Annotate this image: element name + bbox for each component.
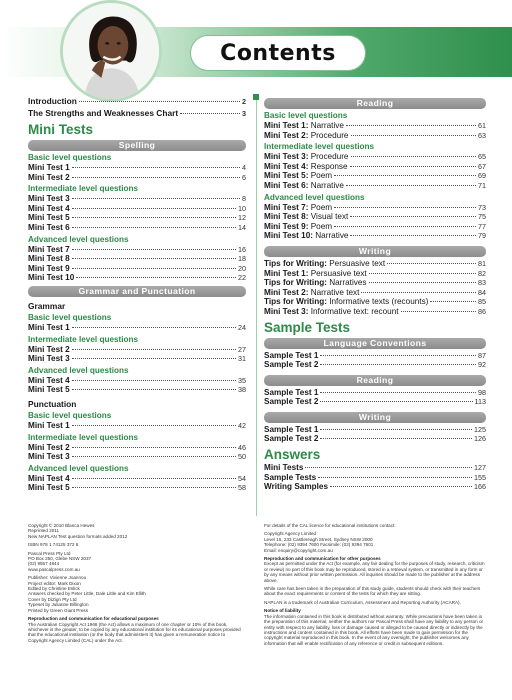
- leader-dots: [72, 447, 236, 448]
- toc-entry-page: 63: [478, 130, 486, 140]
- toc-entry[interactable]: [28, 376, 246, 386]
- toc-entry-topic: Poem: [308, 202, 333, 212]
- toc-entry[interactable]: [264, 181, 486, 191]
- toc-entry-page: 85: [478, 297, 486, 307]
- section-bar-grammar-punctuation: Grammar and Punctuation: [28, 286, 246, 297]
- sample-writing-section: [264, 425, 486, 444]
- toc-entry-page: 2: [242, 97, 246, 106]
- right-column: [264, 96, 486, 492]
- leader-dots: [72, 258, 236, 259]
- toc-entry-label: Sample Test 1: [264, 387, 319, 397]
- footer-credits: Publisher: Vivienne Joannou Project editor: Mark Dixon Edited by Christine Eslick Answers checked by Peter Little, Dale Little and Kim Ellith Cover by DiZign Pty Ltd Typeset by Julianne Billington Printed by Green Giant Press: [28, 575, 146, 613]
- answers-section: [264, 463, 486, 492]
- toc-entry-page: 22: [238, 273, 246, 283]
- toc-entry-topic: Response: [308, 161, 348, 171]
- toc-entry-test: Mini Test 1:: [264, 121, 309, 130]
- toc-entry-label: The Strengths and Weaknesses Chart: [28, 107, 179, 118]
- toc-entry-topic: Procedure: [308, 130, 349, 140]
- toc-entry-topic: Narrative: [308, 180, 344, 190]
- toc-entry-test: Tips for Writing:: [264, 278, 327, 288]
- toc-entry[interactable]: [264, 360, 486, 370]
- toc-entry-label: [264, 307, 399, 317]
- toc-entry-test: Tips for Writing:: [264, 258, 327, 268]
- toc-entry-test: Mini Test 3:: [264, 306, 309, 316]
- leader-dots: [350, 216, 476, 217]
- footer-liability-heading: Notice of liability: [264, 608, 301, 614]
- toc-entry-label: [264, 231, 348, 241]
- toc-entry[interactable]: [28, 483, 246, 493]
- toc-entry-label: Mini Test 3: [28, 354, 70, 364]
- punctuation-section: [28, 411, 246, 493]
- toc-entry-test: Mini Test 8:: [264, 212, 309, 222]
- toc-entry-test: Mini Test 5:: [264, 171, 309, 181]
- toc-entry-label: Sample Test 2: [264, 360, 319, 370]
- toc-entry-page: 71: [478, 180, 486, 190]
- toc-entry-page: 38: [238, 385, 246, 395]
- column-divider: [256, 96, 257, 516]
- toc-entry-label: [264, 181, 344, 191]
- student-photo-illustration: [63, 3, 159, 99]
- grammar-heading: Grammar: [28, 300, 66, 311]
- toc-entry[interactable]: [264, 171, 486, 181]
- toc-entry-topic: Visual text: [308, 212, 349, 222]
- toc-entry-page: 3: [242, 108, 246, 118]
- toc-entry-label: Mini Test 6: [28, 222, 70, 232]
- toc-entry[interactable]: [28, 163, 246, 173]
- footer-imprint: [28, 523, 246, 646]
- leader-dots: [350, 166, 476, 167]
- toc-entry[interactable]: [28, 421, 246, 431]
- leader-dots: [72, 249, 236, 250]
- toc-entry-label: [264, 288, 359, 298]
- toc-entry[interactable]: [28, 345, 246, 355]
- toc-entry[interactable]: [28, 173, 246, 183]
- leader-dots: [76, 277, 236, 278]
- answers-heading: Answers: [264, 447, 321, 463]
- leader-dots: [351, 156, 477, 157]
- student-photo: [60, 0, 162, 102]
- toc-entry[interactable]: [264, 278, 486, 288]
- toc-entry-label: Sample Test 1: [264, 350, 319, 360]
- toc-entry-label: Sample Test 2: [264, 434, 319, 444]
- footer-notice: The Australian Copyright Act 1968 (the Act) allows a maximum of one chapter or 10% of this book, whichever is the greater, to be copied by any educational institution for its educational purposes provided that the educational institution (or the body that administers it) has given a remuneration notice to Copyright Agency Limited (CAL) under the Act.: [28, 621, 241, 643]
- leader-dots: [72, 349, 236, 350]
- footer-copyright: Copyright © 2010 Blanca Hewes Reprinted 2011 New NAPLAN Test question formats added 2012: [28, 523, 128, 539]
- toc-entry-label: Mini Test 1: [28, 420, 70, 430]
- toc-entry-label: Mini Test 2: [28, 344, 70, 354]
- footer-notice-heading: Reproduction and communication for educational purposes: [28, 616, 159, 622]
- toc-entry-page: 20: [238, 263, 246, 273]
- toc-entry-page: 84: [478, 287, 486, 297]
- toc-entry[interactable]: [264, 307, 486, 317]
- sample-reading-section: [264, 388, 486, 407]
- toc-entry[interactable]: [28, 204, 246, 214]
- toc-entry[interactable]: [28, 254, 246, 264]
- toc-entry[interactable]: [264, 259, 486, 269]
- toc-entry-page: 75: [478, 212, 486, 222]
- toc-entry-page: 4: [242, 163, 246, 172]
- leader-dots: [318, 477, 472, 478]
- punctuation-heading: Punctuation: [28, 398, 77, 409]
- leader-dots: [180, 113, 240, 114]
- footer-other-body-2: While care has been taken in the preparation of this study guide, students should check with their teachers about the exact requirements or content of the tests for which they are sitting.: [264, 586, 481, 597]
- leader-dots: [72, 327, 236, 328]
- section-bar-reading: Reading: [264, 98, 486, 109]
- leader-dots: [350, 235, 476, 236]
- toc-entry-test: Mini Test 10:: [264, 231, 313, 241]
- toc-entry-page: 113: [474, 397, 486, 407]
- level-heading: Basic level questions: [28, 312, 112, 322]
- toc-entry-label: Mini Test 4: [28, 375, 70, 385]
- writing-section: [264, 259, 486, 317]
- toc-entry-label: Mini Test 5: [28, 385, 70, 395]
- toc-entry-page: 125: [474, 424, 486, 434]
- leader-dots: [361, 292, 476, 293]
- leader-dots: [72, 487, 236, 488]
- toc-entry[interactable]: [28, 443, 246, 453]
- toc-entry[interactable]: [264, 482, 486, 492]
- leader-dots: [387, 263, 476, 264]
- toc-entry-label: Mini Test 9: [28, 263, 70, 273]
- toc-entry-page: 16: [238, 244, 246, 254]
- toc-entry[interactable]: [264, 425, 486, 435]
- leader-dots: [320, 355, 476, 356]
- leader-dots: [320, 429, 472, 430]
- toc-entry-label: Mini Test 1: [28, 163, 70, 172]
- toc-entry-page: 58: [238, 483, 246, 493]
- toc-entry[interactable]: [28, 323, 246, 333]
- toc-entry-label: Mini Test 2: [28, 442, 70, 452]
- toc-entry-topic: Informative texts (recounts): [326, 297, 429, 307]
- toc-entry-label: Sample Tests: [264, 472, 317, 482]
- toc-entry-page: 83: [478, 278, 486, 288]
- leader-dots: [72, 425, 236, 426]
- toc-entry-label: Mini Test 4: [28, 473, 70, 483]
- footer-legal: [264, 523, 486, 649]
- leader-dots: [72, 358, 236, 359]
- toc-entry-page: 87: [478, 350, 486, 360]
- leader-dots: [72, 167, 240, 168]
- leader-dots: [72, 177, 240, 178]
- toc-entry-topic: Poem: [308, 221, 333, 231]
- level-heading: Advanced level questions: [28, 234, 129, 244]
- toc-entry-label: [264, 171, 332, 181]
- footer-isbn: ISBN 978 1 74125 372 6: [28, 542, 79, 548]
- leader-dots: [72, 217, 236, 218]
- toc-entry-label: Mini Test 3: [28, 452, 70, 462]
- leader-dots: [72, 208, 236, 209]
- toc-entry[interactable]: [28, 213, 246, 223]
- toc-entry[interactable]: [264, 351, 486, 361]
- toc-entry[interactable]: [264, 269, 486, 279]
- leader-dots: [330, 486, 472, 487]
- leader-dots: [72, 456, 236, 457]
- toc-entry-page: 24: [238, 322, 246, 332]
- left-column: [28, 96, 246, 493]
- toc-entry-test: Mini Test 7:: [264, 202, 309, 212]
- toc-entry-page: 35: [238, 375, 246, 385]
- toc-entry-page: 61: [478, 121, 486, 130]
- toc-entry-page: 67: [478, 161, 486, 171]
- section-bar-sample-reading: Reading: [264, 375, 486, 386]
- toc-entry-page: 155: [474, 472, 486, 482]
- toc-entry-test: Mini Test 2:: [264, 130, 309, 140]
- toc-entry-topic: Persuasive text: [326, 258, 386, 268]
- level-heading: Advanced level questions: [28, 463, 129, 473]
- toc-entry-page: 127: [474, 463, 486, 473]
- toc-entry[interactable]: [264, 434, 486, 444]
- leader-dots: [320, 438, 472, 439]
- toc-entry[interactable]: [28, 264, 246, 274]
- toc-entry-test: Mini Test 6:: [264, 180, 309, 190]
- toc-entry-page: 126: [474, 434, 486, 444]
- footer-other-heading: Reproduction and communication for other purposes: [264, 556, 381, 562]
- footer-liability-body: The information contained in this book is distributed without warranty. While precautions have been taken in the preparation of this material, neither the authors nor Pascal Press shall have any liability to any person or entity with respect to any liability, loss or damage caused or alleged to be caused directly or indirectly by the instructions and content contained in this book. All efforts have been made to gain permission for the copyright material reproduced in this book. In the event of any oversight, the publisher welcomes any information that will enable rectification of any reference or credit in subsequent editions.: [264, 613, 484, 646]
- footer-other-body: Except as permitted under the Act (for example, any fair dealing for the purposes of study, research, criticism or review) no part of this book may be reproduced, stored in a retrieval system, or transmitted in any form or by any means without prior written permission. All inquiries should be made to the publisher at the address above.: [264, 561, 485, 583]
- toc-entry-test: Mini Test 3:: [264, 152, 309, 162]
- toc-entry[interactable]: [264, 473, 486, 483]
- toc-entry-label: [264, 269, 367, 279]
- leader-dots: [72, 389, 236, 390]
- page-header: [0, 0, 512, 90]
- footer-trademark: NAPLAN is a trademark of Australian Curriculum, Assessment and Reporting Authority (ACARA).: [264, 599, 461, 605]
- toc-entry-topic: Poem: [308, 171, 333, 181]
- footer-cal-contact: Copyright Agency Limited Level 15, 233 Castlereagh Street, Sydney NSW 2000 Telephone: (02) 9394 7600 Facsimile: (02) 9394 7601 Email: enquiry@copyright.com.au: [264, 531, 374, 553]
- leader-dots: [346, 125, 476, 126]
- page-title-pill: [190, 35, 366, 71]
- toc-entry[interactable]: [28, 245, 246, 255]
- leader-dots: [346, 185, 476, 186]
- leader-dots: [334, 226, 476, 227]
- spelling-section: [28, 153, 246, 283]
- footer-cal-intro: For details of the CAL licence for educational institutions contact:: [264, 523, 396, 528]
- toc-entry-test: Mini Test 2:: [264, 287, 309, 297]
- toc-entry-page: 82: [478, 268, 486, 278]
- toc-entry-label: [264, 222, 332, 232]
- toc-entry[interactable]: [28, 194, 246, 204]
- toc-entry-label: [264, 278, 367, 288]
- toc-entry-label: Mini Test 2: [28, 172, 70, 182]
- level-heading: Intermediate level questions: [28, 334, 139, 344]
- section-bar-writing: Writing: [264, 246, 486, 257]
- toc-entry-label: Introduction: [28, 96, 77, 106]
- toc-entry-test: Mini Test 4:: [264, 161, 309, 171]
- level-heading: Basic level questions: [28, 153, 112, 162]
- toc-entry[interactable]: [264, 463, 486, 473]
- level-heading: Advanced level questions: [264, 192, 365, 202]
- level-heading: Basic level questions: [264, 111, 348, 120]
- level-heading: Intermediate level questions: [28, 184, 139, 194]
- toc-entry[interactable]: [264, 388, 486, 398]
- toc-entry-label: Mini Test 5: [28, 213, 70, 223]
- toc-entry-test: Mini Test 1:: [264, 268, 309, 278]
- section-bar-spelling: Spelling: [28, 140, 246, 151]
- toc-entry-page: 42: [238, 420, 246, 430]
- toc-entry[interactable]: [264, 162, 486, 172]
- toc-entry[interactable]: [28, 354, 246, 364]
- toc-entry-label: [264, 212, 348, 222]
- toc-entry-page: 69: [478, 171, 486, 181]
- leader-dots: [72, 380, 236, 381]
- sample-tests-heading: Sample Tests: [264, 319, 351, 335]
- toc-entry-label: [264, 131, 349, 141]
- toc-entry-page: 79: [478, 231, 486, 241]
- toc-entry-page: 92: [478, 360, 486, 370]
- mini-tests-heading: Mini Tests: [28, 122, 94, 137]
- toc-entry-label: Mini Test 4: [28, 203, 70, 213]
- leader-dots: [72, 268, 236, 269]
- toc-entry-label: [264, 297, 428, 307]
- page-title: Contents: [220, 40, 336, 66]
- toc-entry-page: 98: [478, 387, 486, 397]
- toc-entry[interactable]: [264, 131, 486, 141]
- toc-entry-label: Mini Test 1: [28, 322, 70, 332]
- toc-entry-page: 65: [478, 152, 486, 162]
- level-heading: Basic level questions: [28, 410, 112, 420]
- leader-dots: [334, 175, 476, 176]
- toc-entry[interactable]: [264, 212, 486, 222]
- toc-entry-topic: Persuasive text: [308, 268, 367, 278]
- toc-entry-page: 14: [238, 222, 246, 232]
- toc-entry[interactable]: [28, 385, 246, 395]
- toc-entry-label: Mini Test 7: [28, 244, 70, 254]
- toc-entry-test: Mini Test 9:: [264, 221, 309, 231]
- toc-entry[interactable]: [264, 203, 486, 213]
- leader-dots: [401, 311, 476, 312]
- reading-section: [264, 111, 486, 241]
- toc-entry-topic: Procedure: [308, 152, 349, 162]
- toc-entry-page: 86: [478, 306, 486, 316]
- toc-entry-label: Sample Test 1: [264, 424, 319, 434]
- toc-entry[interactable]: [264, 231, 486, 241]
- toc-entry[interactable]: [28, 96, 246, 108]
- toc-entry[interactable]: [264, 121, 486, 131]
- toc-entry[interactable]: [28, 474, 246, 484]
- toc-entry-page: 27: [238, 344, 246, 354]
- level-heading: Advanced level questions: [28, 365, 129, 375]
- leader-dots: [72, 198, 240, 199]
- toc-entry-topic: Informative text: recount: [308, 306, 399, 316]
- leader-dots: [320, 364, 476, 365]
- toc-entry-page: 50: [238, 452, 246, 462]
- toc-entry-label: [264, 162, 348, 172]
- toc-entry-page: 6: [242, 172, 246, 182]
- toc-entry-label: [264, 152, 349, 162]
- section-bar-language-conventions: Language Conventions: [264, 338, 486, 349]
- toc-entry[interactable]: [264, 397, 486, 407]
- divider-marker: [253, 94, 259, 100]
- toc-entry[interactable]: [264, 222, 486, 232]
- toc-entry-page: 12: [238, 213, 246, 223]
- leader-dots: [369, 273, 476, 274]
- toc-entry[interactable]: [28, 108, 246, 120]
- toc-entry-label: Writing Samples: [264, 482, 328, 492]
- toc-entry-label: [264, 121, 344, 131]
- section-bar-sample-writing: Writing: [264, 412, 486, 423]
- toc-entry-label: Mini Test 5: [28, 483, 70, 493]
- toc-entry[interactable]: [28, 223, 246, 233]
- toc-entry-page: 46: [238, 442, 246, 452]
- leader-dots: [334, 207, 476, 208]
- toc-entry-page: 81: [478, 258, 486, 268]
- toc-entry-label: [264, 203, 332, 213]
- toc-entry-test: Tips for Writing:: [264, 297, 327, 307]
- toc-entry[interactable]: [28, 273, 246, 283]
- toc-entry-topic: Narrative text: [308, 287, 360, 297]
- language-conventions-section: [264, 351, 486, 370]
- leader-dots: [305, 467, 472, 468]
- toc-entry-page: 8: [242, 194, 246, 204]
- toc-entry-page: 73: [478, 202, 486, 212]
- toc-entry-page: 166: [474, 482, 486, 492]
- level-heading: Intermediate level questions: [264, 142, 375, 152]
- toc-entry-page: 77: [478, 221, 486, 231]
- toc-entry-topic: Narrative: [308, 121, 344, 130]
- toc-entry-label: Mini Test 3: [28, 194, 70, 204]
- toc-entry[interactable]: [264, 297, 486, 307]
- toc-entry-label: Mini Test 10: [28, 273, 75, 283]
- leader-dots: [79, 101, 240, 102]
- leader-dots: [320, 401, 472, 402]
- leader-dots: [430, 301, 476, 302]
- toc-entry[interactable]: [28, 452, 246, 462]
- leader-dots: [369, 282, 476, 283]
- footer-publisher-address: Pascal Press Pty Ltd PO Box 250, Glebe NSW 2037 (02) 9557 4844 www.pascalpress.com.au: [28, 550, 92, 572]
- toc-entry-label: Sample Test 2: [264, 397, 319, 407]
- toc-entry-page: 31: [238, 354, 246, 364]
- leader-dots: [72, 227, 236, 228]
- level-heading: Intermediate level questions: [28, 432, 139, 442]
- leader-dots: [320, 392, 476, 393]
- toc-entry-page: 54: [238, 473, 246, 483]
- toc-entry-label: [264, 259, 385, 269]
- toc-entry-topic: Narrative: [312, 231, 349, 241]
- toc-entry-page: 10: [238, 203, 246, 213]
- toc-entry-page: 18: [238, 254, 246, 264]
- leader-dots: [72, 478, 236, 479]
- toc-entry-label: Mini Tests: [264, 463, 304, 473]
- toc-entry-label: Mini Test 8: [28, 254, 70, 264]
- toc-entry[interactable]: [264, 288, 486, 298]
- toc-entry-topic: Narratives: [326, 278, 367, 288]
- leader-dots: [351, 135, 477, 136]
- toc-entry[interactable]: [264, 152, 486, 162]
- grammar-section: [28, 313, 246, 395]
